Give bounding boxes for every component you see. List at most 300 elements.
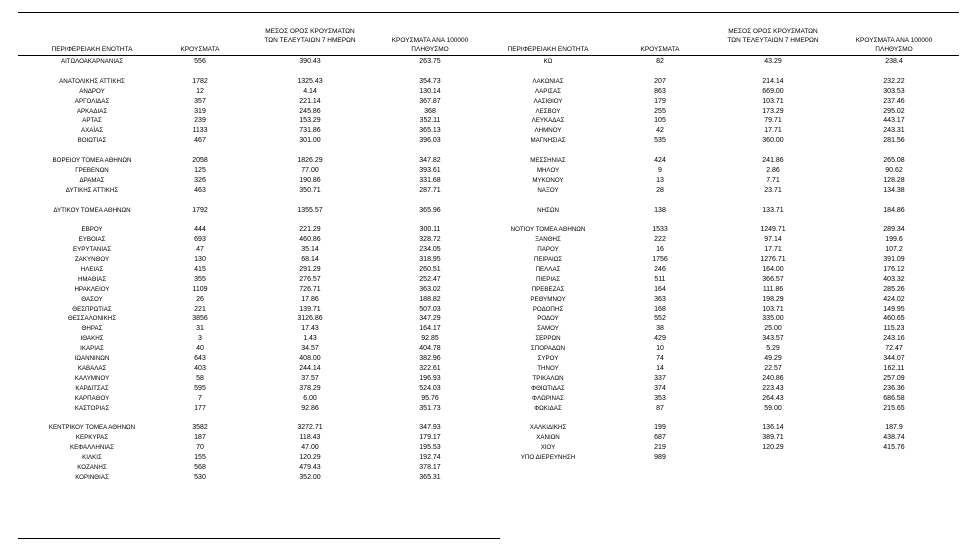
right-cell-cases: 105: [654, 117, 666, 125]
left-cell-region: ΓΡΕΒΕΝΩΝ: [75, 166, 109, 174]
left-cell-region: ΘΕΣΠΡΩΤΙΑΣ: [72, 305, 112, 313]
right-cell-cases: 14: [656, 364, 664, 372]
left-cell-avg7: 139.71: [299, 305, 321, 313]
right-cell-avg7: 223.43: [762, 384, 784, 392]
right-cell-region: ΠΑΡΟΥ: [537, 246, 559, 254]
right-cell-cases: 1533: [652, 226, 668, 234]
right-cell-avg7: 343.57: [762, 335, 784, 343]
left-cell-region: ΗΜΑΘΙΑΣ: [77, 275, 107, 283]
right-cell-region: ΤΗΝΟΥ: [537, 364, 559, 372]
right-cell-avg7: 1249.71: [760, 226, 786, 234]
left-cell-cases: 1133: [192, 127, 208, 135]
right-cell-cases: 9: [658, 166, 662, 174]
right-cell-cases: 535: [654, 137, 666, 145]
right-cell-region: ΦΘΙΩΤΙΔΑΣ: [531, 384, 565, 392]
right-cell-avg7: 173.29: [762, 107, 784, 115]
right-cell-avg7: 133.71: [762, 206, 784, 214]
left-cell-avg7: 120.29: [299, 454, 321, 461]
right-cell-region: ΠΕΛΛΑΣ: [535, 265, 561, 273]
left-cell-per100k: 234.05: [419, 246, 441, 254]
left-cell-per100k: 393.61: [419, 166, 441, 174]
right-cell-avg7: 5.29: [766, 345, 780, 353]
left-cell-region: ΔΥΤΙΚΗΣ ΑΤΤΙΚΗΣ: [65, 186, 119, 194]
left-cell-avg7: 4.14: [303, 87, 317, 95]
left-cell-region: ΖΑΚΥΝΘΟΥ: [74, 256, 110, 263]
right-cell-cases: 337: [654, 374, 666, 382]
top-rule: [18, 12, 959, 13]
left-cell-region: ΚΑΡΔΙΤΣΑΣ: [75, 384, 109, 392]
left-cell-region: ΒΟΙΩΤΙΑΣ: [77, 137, 107, 145]
left-cell-avg7: 408.00: [299, 355, 321, 362]
right-cell-per100k: 391.09: [883, 256, 905, 263]
right-cell-per100k: 187.9: [885, 424, 903, 432]
left-cell-avg7: 77.00: [301, 166, 319, 174]
left-cell-per100k: 524.03: [419, 384, 441, 392]
left-cell-region: ΘΑΣΟΥ: [81, 295, 103, 303]
right-cell-region: ΧΑΛΚΙΔΙΚΗΣ: [529, 424, 567, 432]
left-cell-per100k: 328.72: [419, 236, 441, 244]
left-header-per100k-line2: ΠΛΗΘΥΣΜΟ: [411, 46, 449, 53]
left-cell-per100k: 351.73: [419, 404, 441, 412]
right-cell-cases: 429: [654, 335, 666, 343]
left-cell-region: ΑΧΑΪΑΣ: [80, 127, 104, 135]
right-cell-avg7: 17.71: [764, 127, 782, 135]
right-cell-avg7: 360.00: [762, 137, 784, 145]
right-cell-avg7: 59.00: [764, 404, 782, 412]
right-cell-cases: 10: [656, 345, 664, 353]
right-cell-region: ΦΛΩΡΙΝΑΣ: [532, 394, 564, 402]
right-cell-cases: 138: [654, 206, 666, 214]
left-header-cases: ΚΡΟΥΣΜΑΤΑ: [180, 46, 220, 53]
right-cell-avg7: 7.71: [766, 176, 780, 184]
right-cell-cases: 424: [654, 157, 666, 164]
right-cell-per100k: 184.86: [883, 206, 905, 214]
left-cell-cases: 130: [194, 256, 206, 263]
right-cell-avg7: 120.29: [762, 444, 784, 452]
left-cell-per100k: 92.85: [421, 335, 439, 343]
left-header-avg-line1: ΜΕΣΟΣ ΟΡΟΣ ΚΡΟΥΣΜΑΤΩΝ: [265, 28, 355, 35]
right-cell-region: ΧΙΟΥ: [540, 444, 556, 452]
left-cell-per100k: 367.87: [419, 97, 441, 105]
left-cell-avg7: 1325.43: [297, 77, 323, 85]
right-cell-cases: 179: [654, 97, 666, 105]
left-cell-cases: 12: [196, 87, 204, 95]
right-cell-per100k: 403.32: [883, 275, 905, 283]
left-cell-avg7: 153.29: [299, 117, 321, 125]
left-cell-per100k: 318.95: [419, 256, 441, 263]
left-cell-avg7: 92.86: [301, 404, 319, 412]
right-cell-avg7: 240.86: [762, 374, 784, 382]
left-cell-cases: 2058: [192, 157, 208, 164]
left-cell-cases: 187: [194, 434, 206, 442]
left-header-region: ΠΕΡΙΦΕΡΕΙΑΚΗ ΕΝΟΤΗΤΑ: [51, 46, 133, 53]
right-cell-cases: 74: [656, 355, 664, 362]
right-cell-cases: 989: [654, 454, 666, 461]
right-cell-avg7: 97.14: [764, 236, 782, 244]
left-header-avg-line2: ΤΩΝ ΤΕΛΕΥΤΑΙΩΝ 7 ΗΜΕΡΩΝ: [264, 37, 356, 44]
left-cell-per100k: 352.11: [419, 117, 441, 125]
right-cell-region: ΣΠΟΡΑΔΩΝ: [530, 345, 566, 353]
right-cell-avg7: 389.71: [762, 434, 784, 442]
left-cell-per100k: 347.82: [419, 157, 441, 164]
right-cell-cases: 246: [654, 265, 666, 273]
left-cell-cases: 7: [198, 394, 202, 402]
left-cell-avg7: 378.29: [299, 384, 321, 392]
right-cell-region: ΧΑΝΙΩΝ: [536, 434, 560, 442]
right-cell-avg7: 103.71: [762, 97, 784, 105]
left-cell-avg7: 34.57: [301, 345, 319, 353]
right-header-per100k-line2: ΠΛΗΘΥΣΜΟ: [875, 46, 913, 53]
right-cell-region: ΛΑΣΙΘΙΟΥ: [533, 97, 563, 105]
right-cell-cases: 82: [656, 58, 664, 65]
left-cell-cases: 403: [194, 364, 206, 372]
left-cell-region: ΕΥΡΥΤΑΝΙΑΣ: [72, 246, 112, 254]
left-cell-region: ΗΡΑΚΛΕΙΟΥ: [74, 285, 110, 293]
left-cell-region: ΚΑΛΥΜΝΟΥ: [74, 374, 110, 382]
left-cell-cases: 155: [194, 454, 206, 461]
right-cell-region: ΞΑΝΘΗΣ: [535, 236, 561, 244]
left-cell-per100k: 322.61: [419, 364, 441, 372]
left-cell-cases: 31: [196, 325, 204, 333]
left-cell-cases: 643: [194, 355, 206, 362]
left-cell-per100k: 164.17: [419, 325, 441, 333]
left-cell-avg7: 726.71: [299, 285, 321, 293]
right-cell-avg7: 22.57: [764, 364, 782, 372]
left-cell-cases: 177: [194, 404, 206, 412]
left-cell-cases: 3856: [192, 315, 208, 323]
right-header-rule: [478, 55, 959, 56]
right-cell-region: ΜΕΣΣΗΝΙΑΣ: [530, 157, 566, 164]
left-cell-region: ΕΥΒΟΙΑΣ: [78, 236, 106, 244]
left-cell-avg7: 460.86: [299, 236, 321, 244]
left-cell-cases: 47: [196, 246, 204, 254]
right-cell-region: ΛΑΚΩΝΙΑΣ: [532, 77, 564, 85]
left-cell-avg7: 479.43: [299, 463, 321, 471]
right-cell-per100k: 295.02: [883, 107, 905, 115]
left-cell-cases: 693: [194, 236, 206, 244]
left-header-per100k-line1: ΚΡΟΥΣΜΑΤΑ ΑΝΑ 100000: [391, 37, 469, 44]
right-cell-per100k: 443.17: [883, 117, 905, 125]
left-cell-cases: 3: [198, 335, 202, 343]
right-cell-avg7: 49.29: [764, 355, 782, 362]
left-cell-avg7: 244.14: [299, 364, 321, 372]
right-cell-region: ΠΡΕΒΕΖΑΣ: [531, 285, 565, 293]
right-cell-avg7: 241.86: [762, 157, 784, 164]
right-cell-cases: 16: [656, 246, 664, 254]
right-cell-avg7: 366.57: [762, 275, 784, 283]
right-cell-cases: 87: [656, 404, 664, 412]
right-cell-per100k: 149.95: [883, 305, 905, 313]
left-cell-avg7: 291.29: [299, 265, 321, 273]
right-cell-per100k: 289.34: [883, 226, 905, 234]
left-cell-per100k: 195.53: [419, 444, 441, 452]
left-cell-cases: 415: [194, 265, 206, 273]
right-cell-avg7: 103.71: [762, 305, 784, 313]
right-cell-per100k: 115.23: [883, 325, 905, 333]
left-cell-cases: 40: [196, 345, 204, 353]
right-cell-cases: 363: [654, 295, 666, 303]
left-cell-cases: 1782: [192, 77, 208, 85]
left-cell-avg7: 352.00: [299, 473, 321, 481]
right-cell-region: ΡΟΔΟΠΗΣ: [532, 305, 564, 313]
left-cell-avg7: 731.86: [299, 127, 321, 135]
left-cell-region: ΙΩΑΝΝΙΝΩΝ: [74, 355, 110, 362]
right-cell-region: ΤΡΙΚΑΛΩΝ: [532, 374, 564, 382]
left-cell-per100k: 363.02: [419, 285, 441, 293]
right-cell-per100k: 303.53: [883, 87, 905, 95]
right-cell-avg7: 25.00: [764, 325, 782, 333]
right-cell-cases: 42: [656, 127, 664, 135]
left-cell-avg7: 37.57: [301, 374, 319, 382]
right-cell-cases: 13: [656, 176, 664, 184]
right-cell-avg7: 1276.71: [760, 256, 786, 263]
right-cell-per100k: 236.36: [883, 384, 905, 392]
right-cell-per100k: 281.56: [883, 137, 905, 145]
right-cell-region: ΝΟΤΙΟΥ ΤΟΜΕΑ ΑΘΗΝΩΝ: [510, 226, 586, 234]
left-cell-cases: 568: [194, 463, 206, 471]
right-cell-region: ΡΟΔΟΥ: [537, 315, 559, 323]
left-cell-cases: 3582: [192, 424, 208, 432]
right-cell-per100k: 415.76: [883, 444, 905, 452]
left-cell-per100k: 378.17: [419, 463, 441, 471]
left-cell-cases: 239: [194, 117, 206, 125]
left-cell-per100k: 507.03: [419, 305, 441, 313]
right-cell-region: ΛΕΥΚΑΔΑΣ: [531, 117, 565, 125]
right-cell-cases: 687: [654, 434, 666, 442]
left-cell-per100k: 368: [424, 107, 436, 115]
right-cell-per100k: 128.28: [883, 176, 905, 184]
right-cell-per100k: 460.65: [883, 315, 905, 323]
right-cell-per100k: 237.46: [883, 97, 905, 105]
right-cell-per100k: 162.11: [883, 364, 905, 372]
left-cell-per100k: 196.93: [419, 374, 441, 382]
right-cell-per100k: 199.6: [885, 236, 903, 244]
right-cell-region: ΡΕΘΥΜΝΟΥ: [530, 295, 566, 303]
right-header-avg-line2: ΤΩΝ ΤΕΛΕΥΤΑΙΩΝ 7 ΗΜΕΡΩΝ: [727, 37, 819, 44]
left-cell-per100k: 354.73: [419, 77, 441, 85]
right-header-per100k-line1: ΚΡΟΥΣΜΑΤΑ ΑΝΑ 100000: [855, 37, 933, 44]
right-cell-region: ΦΩΚΙΔΑΣ: [534, 404, 562, 412]
right-cell-region: ΠΙΕΡΙΑΣ: [535, 275, 561, 283]
left-cell-cases: 326: [194, 176, 206, 184]
right-cell-avg7: 136.14: [762, 424, 784, 432]
right-cell-avg7: 198.29: [762, 295, 784, 303]
left-cell-avg7: 6.00: [303, 394, 317, 402]
left-cell-per100k: 365.96: [419, 206, 441, 214]
left-cell-avg7: 3272.71: [297, 424, 323, 432]
left-cell-region: ΚΟΡΙΝΘΙΑΣ: [75, 473, 109, 481]
left-cell-avg7: 245.86: [299, 107, 321, 115]
left-cell-cases: 444: [194, 226, 206, 234]
right-cell-per100k: 107.2: [885, 246, 903, 254]
right-cell-per100k: 438.74: [883, 434, 905, 442]
right-cell-cases: 28: [656, 186, 664, 194]
right-cell-avg7: 23.71: [764, 186, 782, 194]
left-cell-avg7: 35.14: [301, 246, 319, 254]
left-cell-region: ΗΛΕΙΑΣ: [80, 265, 104, 273]
left-cell-cases: 463: [194, 186, 206, 194]
left-cell-cases: 467: [194, 137, 206, 145]
right-cell-region: ΝΗΣΩΝ: [537, 206, 559, 214]
left-cell-cases: 556: [194, 58, 206, 65]
right-cell-cases: 255: [654, 107, 666, 115]
right-cell-avg7: 214.14: [762, 77, 784, 85]
left-cell-per100k: 95.76: [421, 394, 439, 402]
right-cell-per100k: 232.22: [883, 77, 905, 85]
left-cell-region: ΚΟΖΑΝΗΣ: [77, 463, 107, 471]
right-cell-avg7: 17.71: [764, 246, 782, 254]
left-cell-avg7: 221.14: [299, 97, 321, 105]
left-cell-region: ΑΡΤΑΣ: [82, 117, 102, 125]
right-cell-avg7: 79.71: [764, 117, 782, 125]
right-cell-avg7: 164.00: [762, 265, 784, 273]
left-cell-avg7: 17.43: [301, 325, 319, 333]
right-cell-per100k: 243.31: [883, 127, 905, 135]
left-cell-cases: 595: [194, 384, 206, 392]
left-cell-per100k: 382.96: [419, 355, 441, 362]
left-cell-avg7: 118.43: [299, 434, 321, 442]
left-cell-avg7: 47.00: [301, 444, 319, 452]
left-cell-avg7: 221.29: [299, 226, 321, 234]
left-cell-cases: 70: [196, 444, 204, 452]
right-cell-cases: 863: [654, 87, 666, 95]
right-cell-cases: 1756: [652, 256, 668, 263]
right-cell-cases: 38: [656, 325, 664, 333]
right-cell-region: ΛΗΜΝΟΥ: [534, 127, 562, 135]
right-cell-per100k: 238.4: [885, 58, 903, 65]
left-cell-cases: 1792: [192, 206, 208, 214]
left-cell-per100k: 396.03: [419, 137, 441, 145]
left-cell-avg7: 390.43: [299, 58, 321, 65]
left-cell-avg7: 1355.57: [297, 206, 323, 214]
right-cell-region: ΣΕΡΡΩΝ: [535, 335, 561, 343]
left-cell-region: ΚΙΛΚΙΣ: [82, 454, 102, 461]
right-cell-region: ΜΗΛΟΥ: [536, 166, 560, 174]
right-cell-cases: 511: [654, 275, 666, 283]
left-cell-cases: 58: [196, 374, 204, 382]
left-cell-cases: 355: [194, 275, 206, 283]
right-cell-avg7: 111.86: [762, 285, 784, 293]
left-cell-per100k: 252.47: [419, 275, 441, 283]
right-cell-per100k: 265.08: [883, 157, 905, 164]
right-cell-per100k: 257.09: [883, 374, 905, 382]
left-cell-per100k: 347.29: [419, 315, 441, 323]
left-cell-avg7: 301.00: [299, 137, 321, 145]
left-cell-per100k: 130.14: [419, 87, 441, 95]
left-header-rule: [18, 55, 500, 56]
left-cell-per100k: 347.93: [419, 424, 441, 432]
left-cell-cases: 357: [194, 97, 206, 105]
right-cell-per100k: 285.26: [883, 285, 905, 293]
left-cell-region: ΚΕΦΑΛΛΗΝΙΑΣ: [69, 444, 114, 452]
right-cell-cases: 353: [654, 394, 666, 402]
left-cell-per100k: 287.71: [419, 186, 441, 194]
right-cell-cases: 199: [654, 424, 666, 432]
left-cell-per100k: 192.74: [419, 454, 441, 461]
right-cell-avg7: 2.86: [766, 166, 780, 174]
right-cell-region: ΚΩ: [543, 58, 553, 65]
right-cell-per100k: 243.16: [883, 335, 905, 343]
right-header-region: ΠΕΡΙΦΕΡΕΙΑΚΗ ΕΝΟΤΗΤΑ: [507, 46, 589, 53]
left-cell-region: ΑΙΤΩΛΟΑΚΑΡΝΑΝΙΑΣ: [60, 58, 124, 65]
left-cell-avg7: 350.71: [299, 186, 321, 194]
left-cell-region: ΚΑΣΤΟΡΙΑΣ: [74, 404, 110, 412]
right-cell-avg7: 43.29: [764, 58, 782, 65]
left-cell-region: ΑΝΔΡΟΥ: [79, 87, 105, 95]
right-cell-cases: 219: [654, 444, 666, 452]
right-cell-region: ΣΑΜΟΥ: [537, 325, 559, 333]
left-cell-region: ΙΘΑΚΗΣ: [80, 335, 104, 343]
left-cell-per100k: 365.31: [419, 473, 441, 481]
right-cell-per100k: 90.62: [885, 166, 903, 174]
right-cell-cases: 222: [654, 236, 666, 244]
left-cell-region: ΘΕΣΣΑΛΟΝΙΚΗΣ: [67, 315, 117, 323]
right-cell-region: ΝΑΞΟΥ: [537, 186, 559, 194]
bottom-rule: [18, 538, 500, 539]
left-cell-cases: 125: [194, 166, 206, 174]
right-cell-per100k: 686.58: [883, 394, 905, 402]
left-cell-region: ΚΕΡΚΥΡΑΣ: [75, 434, 109, 442]
left-cell-cases: 319: [194, 107, 206, 115]
right-cell-avg7: 669.00: [762, 87, 784, 95]
left-cell-avg7: 1826.29: [297, 157, 323, 164]
left-cell-region: ΚΑΒΑΛΑΣ: [77, 364, 107, 372]
right-cell-cases: 207: [654, 77, 666, 85]
left-cell-cases: 530: [194, 473, 206, 481]
right-cell-region: ΜΑΓΝΗΣΙΑΣ: [530, 137, 566, 145]
left-cell-region: ΑΝΑΤΟΛΙΚΗΣ ΑΤΤΙΚΗΣ: [59, 77, 125, 85]
left-cell-region: ΔΥΤΙΚΟΥ ΤΟΜΕΑ ΑΘΗΝΩΝ: [53, 206, 131, 214]
left-cell-cases: 26: [196, 295, 204, 303]
left-cell-region: ΕΒΡΟΥ: [81, 226, 103, 234]
left-cell-cases: 1109: [192, 285, 208, 293]
right-cell-region: ΜΥΚΟΝΟΥ: [532, 176, 564, 184]
left-cell-per100k: 188.82: [419, 295, 441, 303]
right-cell-per100k: 424.02: [883, 295, 905, 303]
left-cell-avg7: 1.43: [303, 335, 317, 343]
left-cell-avg7: 68.14: [301, 256, 319, 263]
right-cell-per100k: 344.07: [883, 355, 905, 362]
left-cell-region: ΒΟΡΕΙΟΥ ΤΟΜΕΑ ΑΘΗΝΩΝ: [52, 157, 132, 164]
right-cell-per100k: 215.65: [883, 404, 905, 412]
right-cell-region: ΣΥΡΟΥ: [537, 355, 559, 362]
left-cell-region: ΘΗΡΑΣ: [81, 325, 103, 333]
right-cell-avg7: 335.00: [762, 315, 784, 323]
left-cell-avg7: 190.86: [299, 176, 321, 184]
right-cell-cases: 374: [654, 384, 666, 392]
left-cell-cases: 221: [194, 305, 206, 313]
left-cell-per100k: 300.11: [419, 226, 441, 234]
right-cell-region: ΥΠΟ ΔΙΕΡΕΥΝΗΣΗ: [520, 454, 576, 461]
right-cell-region: ΠΕΙΡΑΙΩΣ: [533, 256, 563, 263]
right-cell-per100k: 176.12: [883, 265, 905, 273]
left-cell-region: ΔΡΑΜΑΣ: [79, 176, 105, 184]
right-cell-per100k: 134.38: [883, 186, 905, 194]
left-cell-region: ΚΕΝΤΡΙΚΟΥ ΤΟΜΕΑ ΑΘΗΝΩΝ: [48, 424, 136, 432]
left-cell-region: ΑΡΓΟΛΙΔΑΣ: [74, 97, 110, 105]
left-cell-avg7: 3126.86: [297, 315, 323, 323]
right-header-avg-line1: ΜΕΣΟΣ ΟΡΟΣ ΚΡΟΥΣΜΑΤΩΝ: [728, 28, 818, 35]
right-cell-region: ΛΕΣΒΟΥ: [535, 107, 561, 115]
left-cell-avg7: 17.86: [301, 295, 319, 303]
left-cell-per100k: 331.68: [419, 176, 441, 184]
left-cell-per100k: 263.75: [419, 58, 441, 65]
right-cell-avg7: 264.43: [762, 394, 784, 402]
right-cell-cases: 168: [654, 305, 666, 313]
left-cell-per100k: 179.17: [419, 434, 441, 442]
left-cell-per100k: 365.13: [419, 127, 441, 135]
left-cell-per100k: 260.51: [419, 265, 441, 273]
